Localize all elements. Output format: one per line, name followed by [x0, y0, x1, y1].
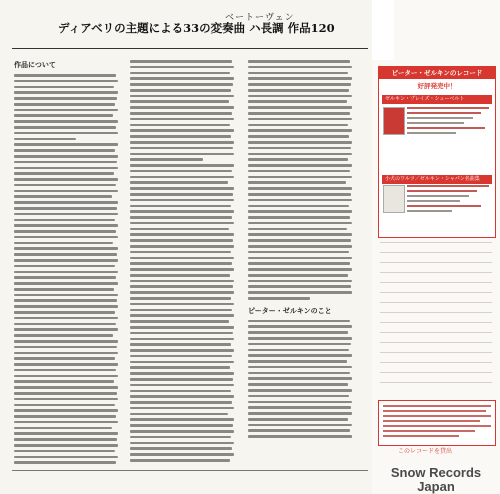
album-cover-thumbnail: [383, 185, 405, 213]
work-title: ディアベリの主題による33の変奏曲 ハ長調 作品120: [58, 21, 335, 35]
text-column-2: [130, 60, 234, 464]
promo-box: [378, 66, 496, 238]
series-bar-1: ゼルキン・プレイズ・シューベルト: [382, 95, 492, 104]
body-text-lines: [248, 60, 352, 300]
album-info-lines: [407, 185, 489, 215]
promo-subtitle: 好評発売中！: [417, 82, 457, 90]
body-text-lines: [248, 320, 352, 438]
series-bar-2: 小犬のワルツ／ゼルキン・シャパン名曲集: [382, 175, 492, 184]
label-mark: [372, 0, 394, 60]
text-column-1: [14, 60, 118, 464]
promo-title: ピーター・ゼルキンのレコード: [379, 67, 495, 79]
body-text-lines: [14, 74, 118, 464]
header-divider: [12, 48, 368, 49]
album-cover-thumbnail: [383, 107, 405, 135]
promo-sidebar: [372, 0, 500, 494]
rental-notice-box: [378, 400, 496, 446]
composer-name: ベートーヴェン: [225, 13, 295, 23]
notice-lines: [383, 405, 491, 440]
watermark: Snow Records Japan: [390, 465, 482, 494]
ruled-area: [380, 242, 492, 392]
footer-divider: [12, 470, 368, 471]
text-column-3: [248, 60, 352, 464]
section-heading-about-work: 作品について: [14, 60, 56, 69]
body-text-lines: [130, 60, 234, 464]
notice-text: このレコードを貸出: [398, 448, 453, 455]
album-info-lines: [407, 107, 489, 137]
section-heading-about-performer: ピーター・ゼルキンのこと: [248, 305, 332, 315]
